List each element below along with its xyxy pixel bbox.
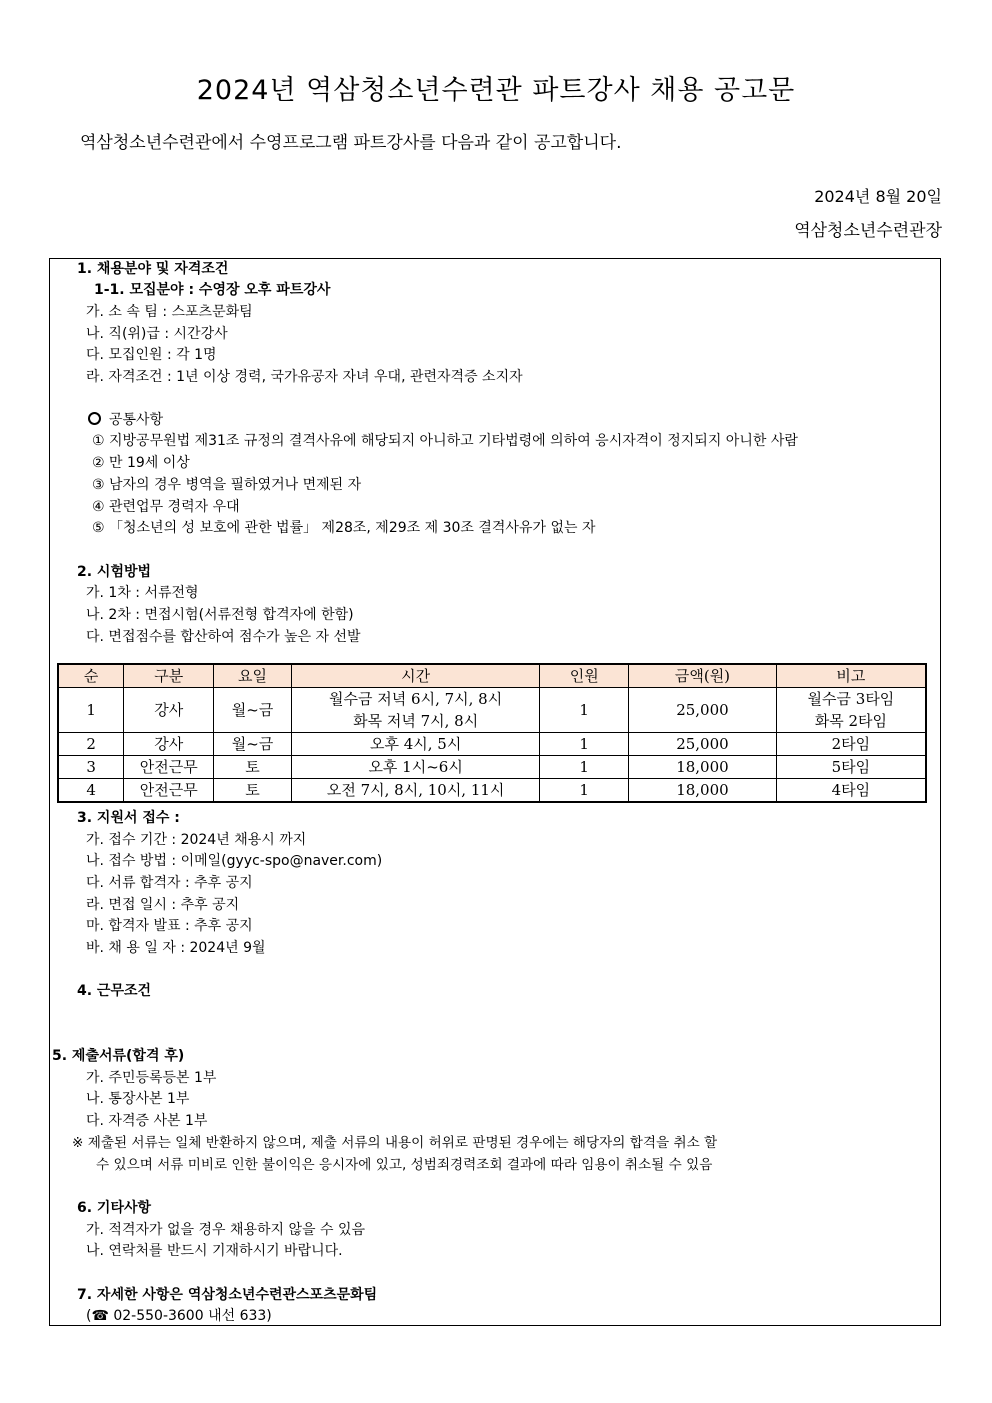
contact-info: (☎ 02-550-3600 내선 633)	[86, 1308, 272, 1324]
section-4-heading: 4. 근무조건	[77, 983, 152, 999]
list-item: ④ 관련업무 경력자 우대	[92, 499, 240, 515]
announcement-body	[49, 258, 941, 1326]
table-header: 순	[58, 664, 124, 688]
table-cell: 18,000	[629, 779, 777, 803]
note-line: 월수금 3타임	[807, 690, 895, 708]
submission-note: ※ 제출된 서류는 일체 반환하지 않으며, 제출 서류의 내용이 허위로 판명된 경우에는 해당자의 합격을 취소 할	[72, 1135, 718, 1151]
section-6-heading: 6. 기타사항	[77, 1200, 152, 1216]
table-cell: 4타임	[776, 779, 926, 803]
list-item: 가. 적격자가 없을 경우 채용하지 않을 수 있음	[86, 1222, 366, 1238]
list-item: ③ 남자의 경우 병역을 필하였거나 면제된 자	[92, 477, 362, 493]
section-2-heading: 2. 시험방법	[77, 564, 152, 580]
table-header: 시간	[291, 664, 539, 688]
announcement-date: 2024년 8월 20일	[814, 187, 942, 206]
list-item: ⑤ 「청소년의 성 보호에 관한 법률」 제28조, 제29조 제 30조 결격사유가 없는 자	[92, 520, 596, 536]
table-cell	[291, 688, 539, 733]
list-item: 마. 합격자 발표 : 추후 공지	[86, 918, 253, 934]
issuer-name: 역삼청소년수련관장	[794, 221, 942, 241]
list-item: 가. 소 속 팀 : 스포츠문화팀	[86, 304, 253, 320]
list-item: ① 지방공무원법 제31조 규정의 결격사유에 해당되지 아니하고 기타법령에 의하여 응시자격이 정지되지 아니한 사람	[92, 433, 798, 449]
list-item: 나. 연락처를 반드시 기재하시기 바랍니다.	[86, 1243, 343, 1259]
table-cell: 오후 4시, 5시	[291, 733, 539, 756]
common-heading-label: 공통사항	[109, 412, 164, 428]
table-row	[58, 733, 926, 756]
table-cell: 월~금	[214, 733, 292, 756]
list-item: 나. 직(위)급 : 시간강사	[86, 326, 228, 342]
table-header: 금액(원)	[629, 664, 777, 688]
table-cell: 18,000	[629, 756, 777, 779]
section-1-sub: 1-1. 모집분야 : 수영장 오후 파트강사	[94, 282, 331, 298]
list-item: 나. 2차 : 면접시험(서류전형 합격자에 한함)	[86, 607, 354, 623]
position-table	[57, 663, 927, 803]
submission-note: 수 있으며 서류 미비로 인한 불이익은 응시자에 있고, 성범죄경력조회 결과에 따라 임용이 취소될 수 있음	[96, 1157, 713, 1173]
intro-text: 역삼청소년수련관에서 수영프로그램 파트강사를 다음과 같이 공고합니다.	[80, 133, 622, 153]
section-5-heading: 5. 제출서류(합격 후)	[52, 1048, 185, 1064]
table-cell: 안전근무	[124, 756, 214, 779]
list-item: 다. 서류 합격자 : 추후 공지	[86, 875, 253, 891]
table-cell: 토	[214, 756, 292, 779]
table-cell: 3	[58, 756, 124, 779]
table-cell: 1	[58, 688, 124, 733]
table-cell: 1	[540, 733, 629, 756]
section-3-heading: 3. 지원서 접수 :	[77, 810, 180, 826]
table-cell: 강사	[124, 688, 214, 733]
table-cell: 5타임	[776, 756, 926, 779]
list-item: 다. 자격증 사본 1부	[86, 1113, 208, 1129]
list-item: 나. 통장사본 1부	[86, 1091, 190, 1107]
table-header: 비고	[776, 664, 926, 688]
list-item: 가. 접수 기간 : 2024년 채용시 까지	[86, 832, 307, 848]
table-cell: 1	[540, 756, 629, 779]
table-cell: 오전 7시, 8시, 10시, 11시	[291, 779, 539, 803]
table-cell: 25,000	[629, 733, 777, 756]
section-1-heading: 1. 채용분야 및 자격조건	[77, 261, 229, 277]
table-cell	[776, 688, 926, 733]
list-item: 다. 모집인원 : 각 1명	[86, 347, 217, 363]
table-cell: 1	[540, 779, 629, 803]
time-line: 화목 저녁 7시, 8시	[353, 712, 479, 730]
table-cell: 월~금	[214, 688, 292, 733]
table-cell: 강사	[124, 733, 214, 756]
table-cell: 2	[58, 733, 124, 756]
table-header: 구분	[124, 664, 214, 688]
list-item: 가. 주민등록등본 1부	[86, 1070, 217, 1086]
table-row	[58, 779, 926, 803]
section-7-heading: 7. 자세한 사항은 역삼청소년수련관스포츠문화팀	[77, 1287, 378, 1303]
list-item: ② 만 19세 이상	[92, 455, 190, 471]
list-item: 라. 면접 일시 : 추후 공지	[86, 897, 240, 913]
table-header-row	[58, 664, 926, 688]
list-item: 라. 자격조건 : 1년 이상 경력, 국가유공자 자녀 우대, 관련자격증 소지자	[86, 369, 523, 385]
note-line: 화목 2타임	[814, 712, 888, 730]
table-cell: 안전근무	[124, 779, 214, 803]
table-cell: 1	[540, 688, 629, 733]
circle-bullet-icon	[88, 412, 101, 425]
common-heading	[88, 410, 163, 430]
list-item: 다. 면접점수를 합산하여 점수가 높은 자 선발	[86, 629, 361, 645]
table-header: 요일	[214, 664, 292, 688]
table-header: 인원	[540, 664, 629, 688]
table-cell: 25,000	[629, 688, 777, 733]
list-item: 나. 접수 방법 : 이메일(gyyc-spo@naver.com)	[86, 853, 383, 869]
table-cell: 2타임	[776, 733, 926, 756]
time-line: 월수금 저녁 6시, 7시, 8시	[329, 690, 503, 708]
page-title: 2024년 역삼청소년수련관 파트강사 채용 공고문	[196, 75, 796, 106]
table-row	[58, 756, 926, 779]
table-row	[58, 688, 926, 733]
list-item: 가. 1차 : 서류전형	[86, 585, 199, 601]
table-cell: 4	[58, 779, 124, 803]
list-item: 바. 채 용 일 자 : 2024년 9월	[86, 940, 266, 956]
table-cell: 토	[214, 779, 292, 803]
table-cell: 오후 1시~6시	[291, 756, 539, 779]
